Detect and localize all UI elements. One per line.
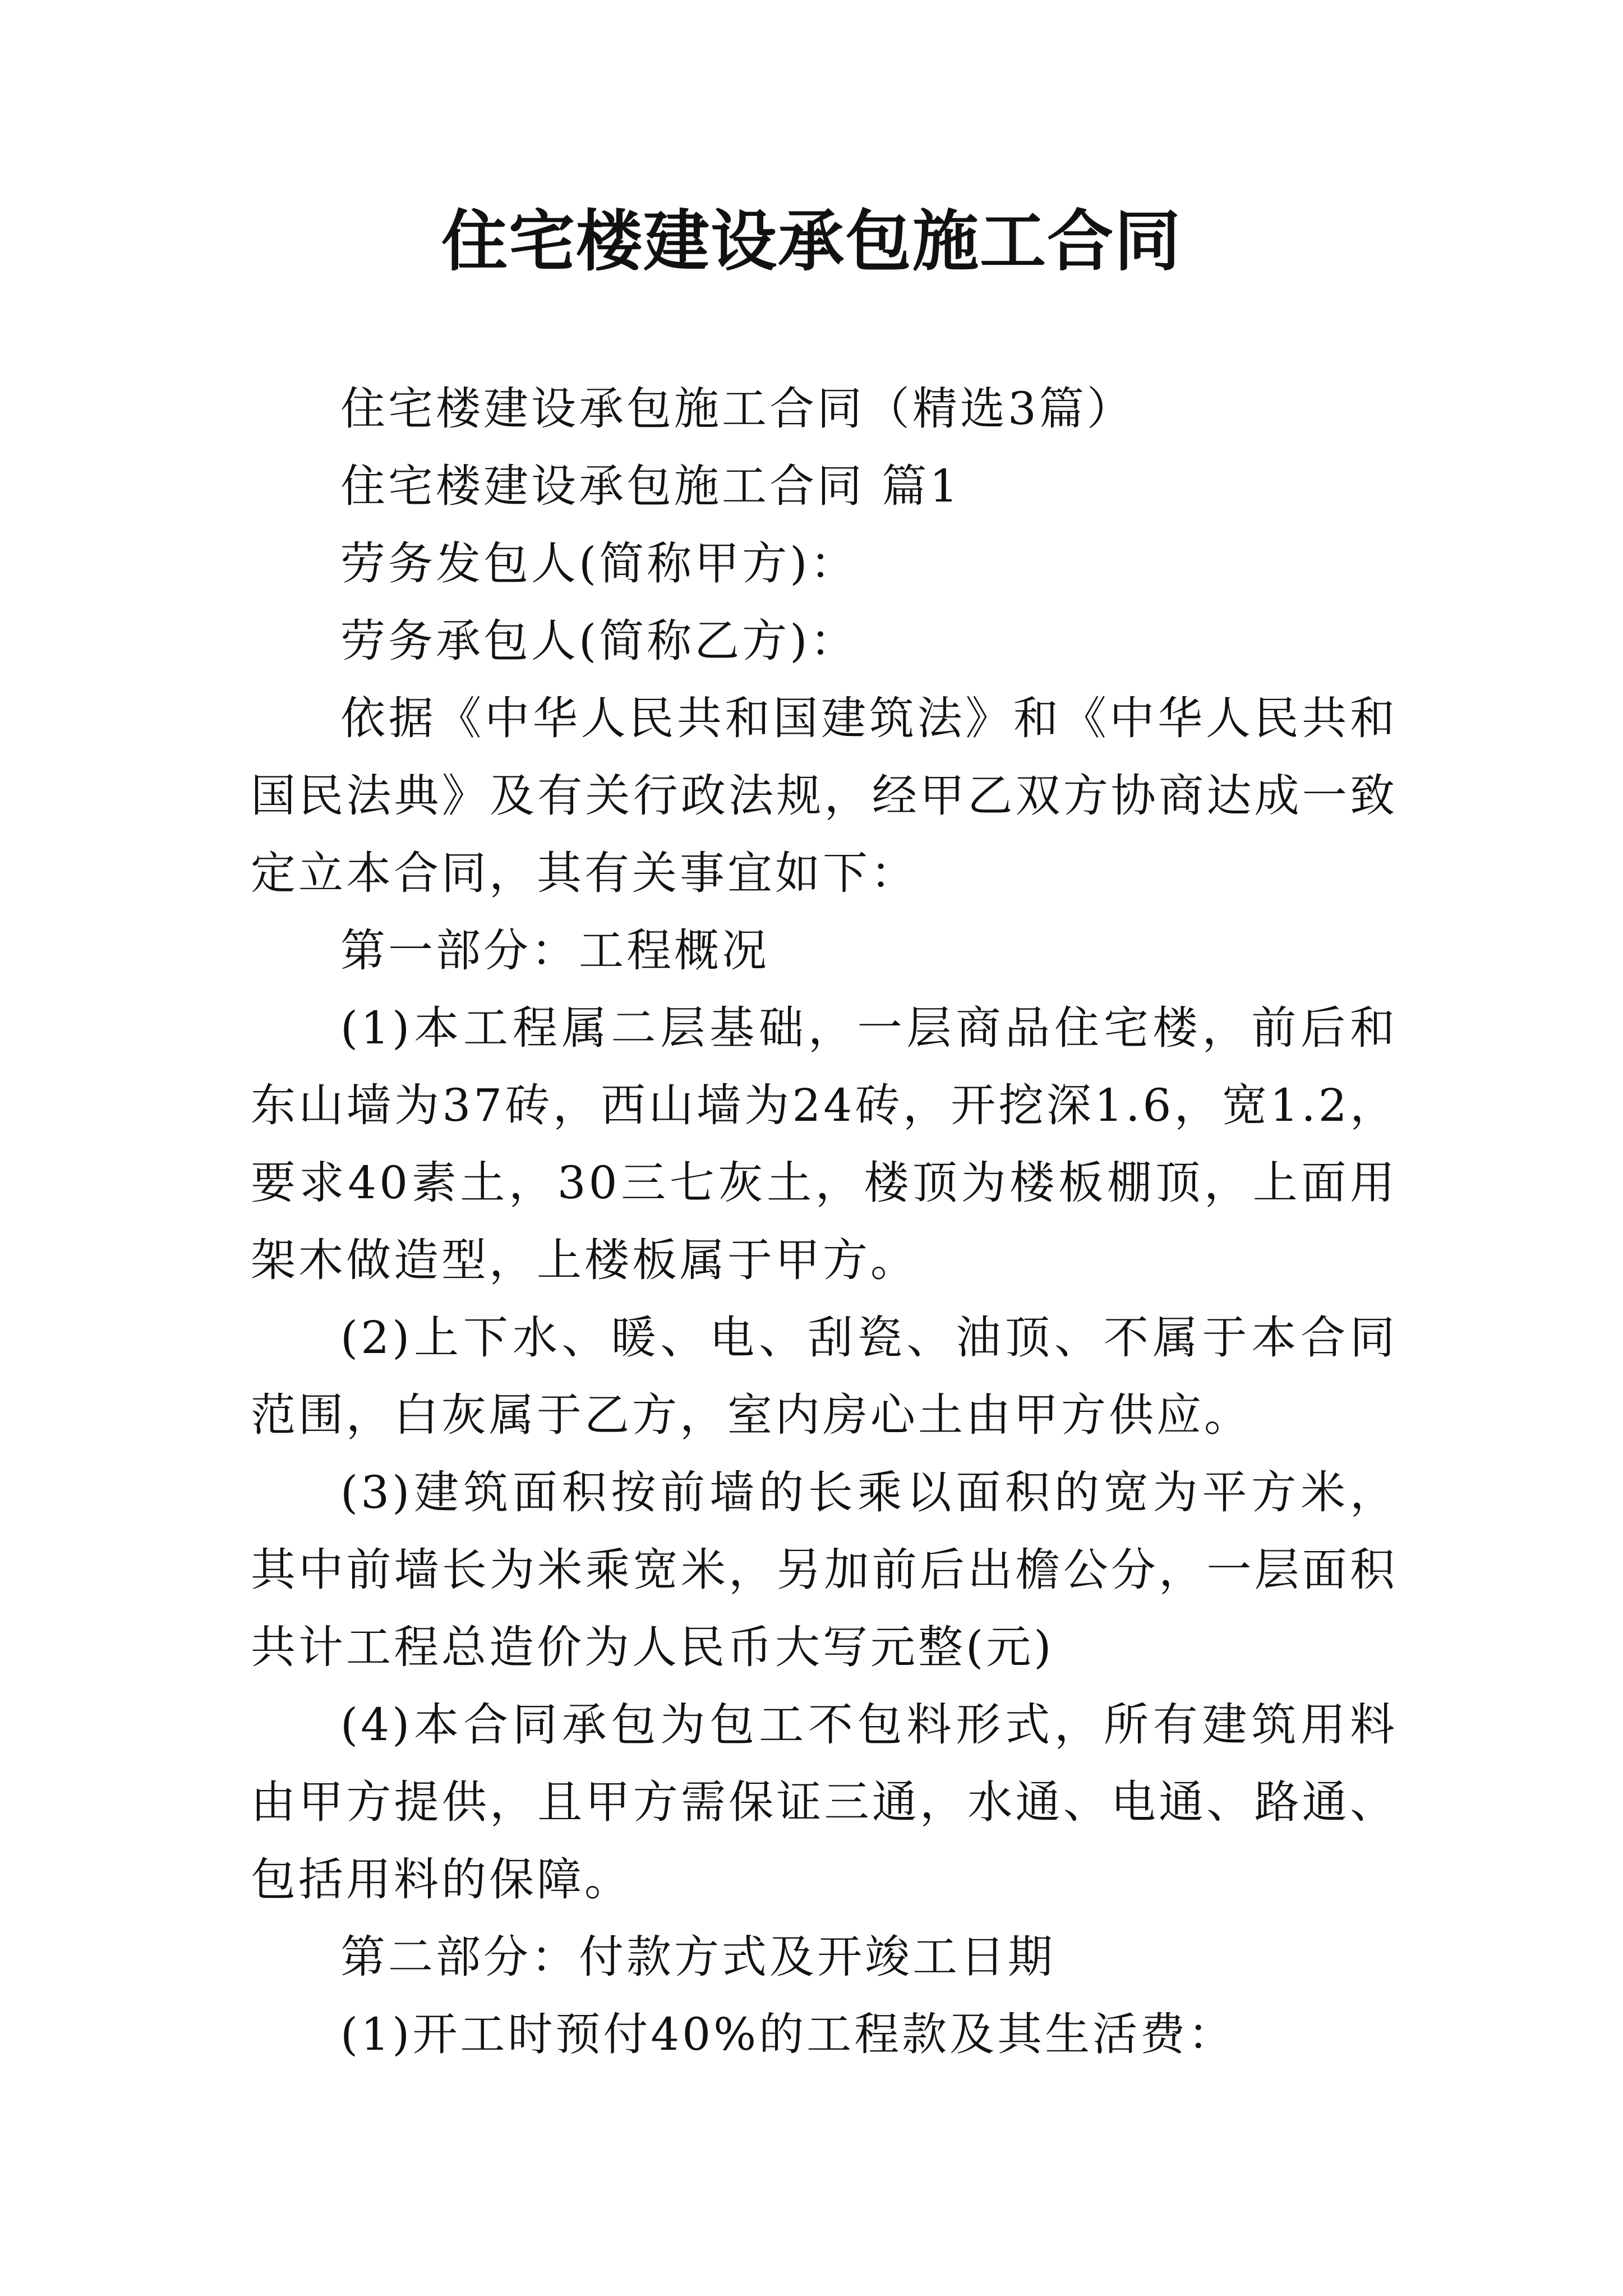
- paragraph-basis: 依据《中华人民共和国建筑法》和《中华人民共和国民法典》及有关行政法规，经甲乙双方协商达成一致定立本合同，其有关事宜如下：: [251, 692, 1398, 899]
- paragraph-clause-3: (3)建筑面积按前墙的长乘以面积的宽为平方米，其中前墙长为米乘宽米，另加前后出檐公分，一层面积共计工程总造价为人民币大写元整(元): [251, 1466, 1398, 1673]
- paragraph-party-a: 劳务发包人(简称甲方)：: [340, 537, 858, 590]
- paragraph-section-title: 住宅楼建设承包施工合同 篇1: [340, 460, 961, 512]
- paragraph-heading: 住宅楼建设承包施工合同（精选3篇）: [340, 383, 1135, 435]
- paragraph-payment-1: (1)开工时预付40%的工程款及其生活费：: [340, 2008, 1236, 2060]
- paragraph-party-b: 劳务承包人(简称乙方)：: [340, 615, 858, 667]
- paragraph-part-one: 第一部分：工程概况: [340, 924, 769, 977]
- paragraph-clause-2: (2)上下水、暖、电、刮瓷、油顶、不属于本合同范围，白灰属于乙方，室内房心土由甲方供应。: [251, 1312, 1398, 1441]
- paragraph-part-two: 第二部分：付款方式及开竣工日期: [340, 1931, 1055, 1983]
- document-body: [251, 370, 1398, 2073]
- paragraph-clause-1: (1)本工程属二层基础，一层商品住宅楼，前后和东山墙为37砖，西山墙为24砖，开挖深1.6，宽1.2，要求40素土，30三七灰土，楼顶为楼板棚顶，上面用架木做造型，上楼板属于甲方。: [251, 1002, 1398, 1286]
- paragraph-clause-4: (4)本合同承包为包工不包料形式，所有建筑用料由甲方提供，且甲方需保证三通，水通、电通、路通、包括用料的保障。: [251, 1699, 1398, 1906]
- document-title: 住宅楼建设承包施工合同: [441, 202, 1182, 280]
